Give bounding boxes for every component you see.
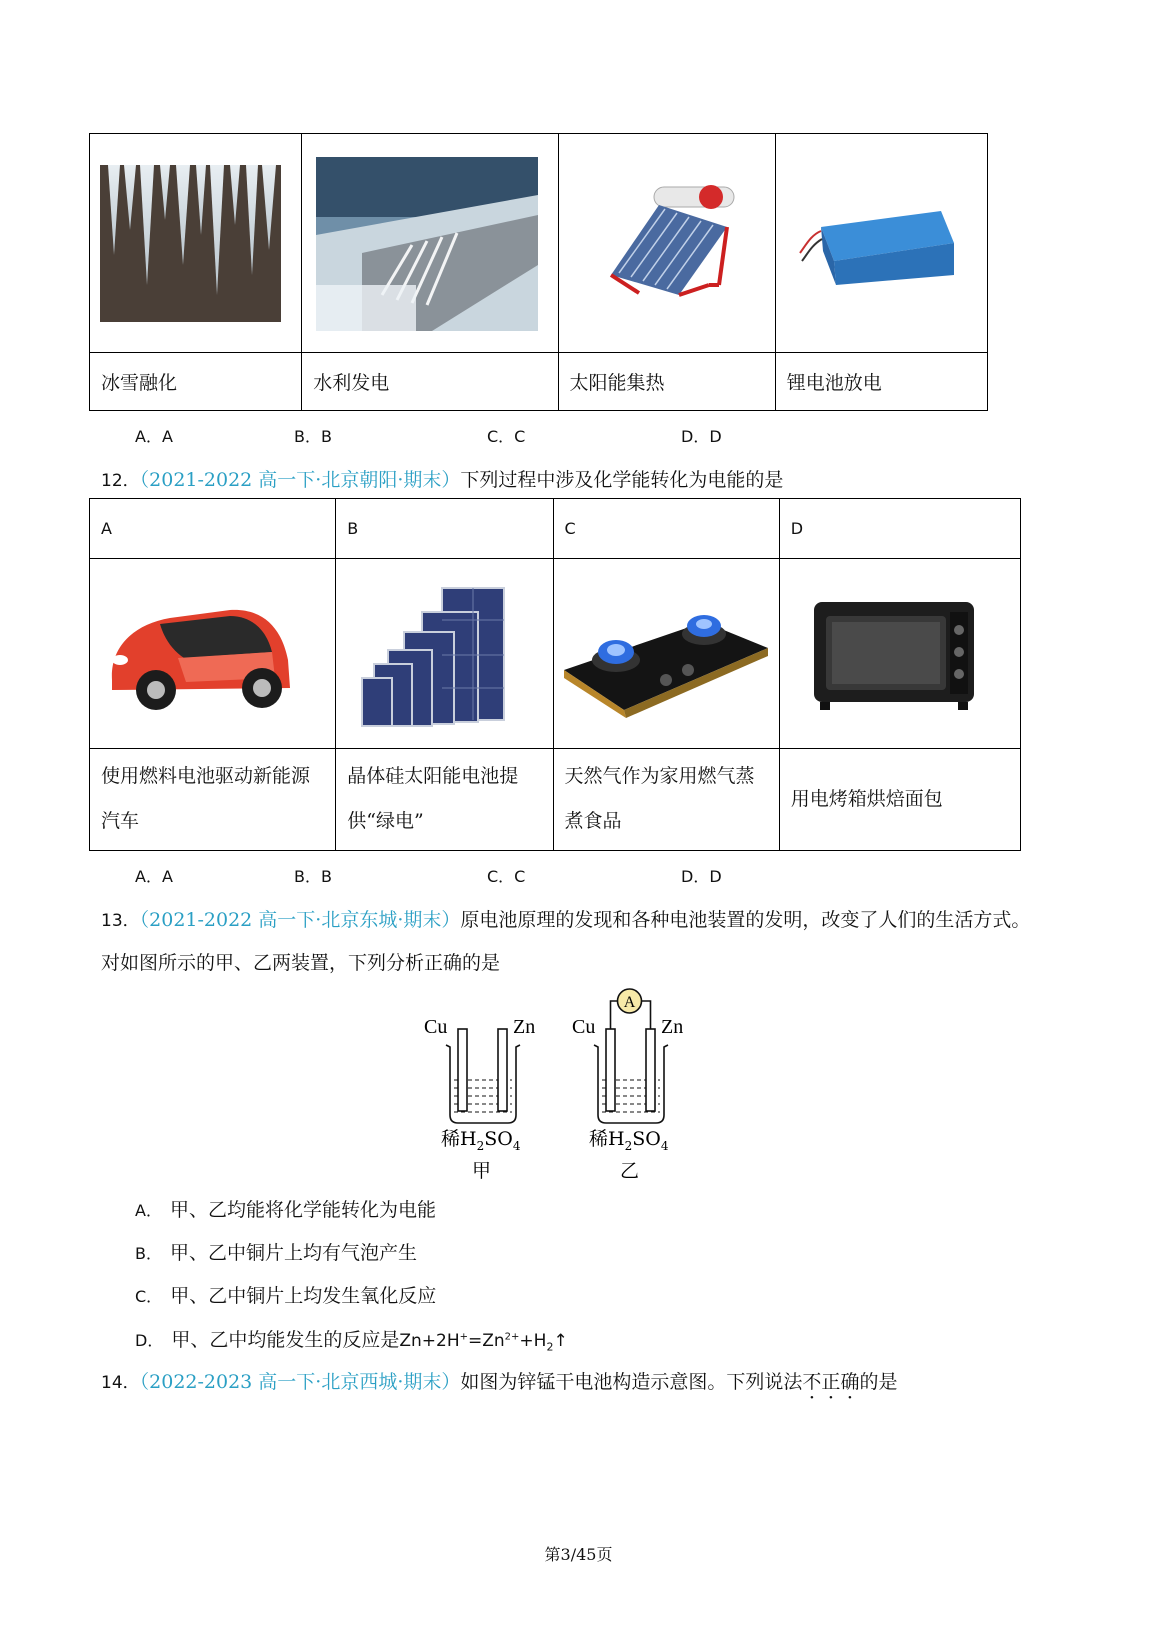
q13-choice-b-label: B． <box>135 1244 162 1263</box>
q13-choice-d-equation: $Zn+2H^+=Zn^{2+}+H_2↑$ <box>399 1331 568 1354</box>
q11-option-b[interactable]: B．B <box>294 427 332 446</box>
q12-table <box>89 498 1021 851</box>
q11-cell-c-image <box>558 134 775 353</box>
q14-emphasis-3: 确 <box>840 1371 860 1393</box>
q11-cell-d-caption: 锂电池放电 <box>775 352 987 410</box>
q11-option-c[interactable]: C．C <box>487 427 526 446</box>
q14-emphasis-2: 正 <box>821 1371 841 1393</box>
q12-cell-c-image <box>553 559 779 749</box>
q12-cell-a-caption-line2: 汽车 <box>101 810 140 833</box>
q13-stem-line1 <box>101 905 1030 932</box>
jia-cu-label: Cu <box>424 1016 448 1038</box>
q14-emphasis-1: 不 <box>802 1371 822 1393</box>
lithium-battery-pack-icon <box>776 135 987 351</box>
q11-cell-a-image <box>90 134 302 353</box>
icicles-photo-icon <box>90 135 301 351</box>
q12-cell-c-caption-line2: 煮食品 <box>564 810 622 833</box>
q12-header-c: C <box>553 499 779 559</box>
q14-number: 14． <box>101 1373 140 1393</box>
gas-stove-icon <box>554 560 779 747</box>
electric-oven-icon <box>780 560 1020 747</box>
q12-cell-d-caption <box>779 748 1020 850</box>
ammeter-label: A <box>623 994 636 1011</box>
q13-choice-c-text: 甲、乙中铜片上均发生氧化反应 <box>170 1285 437 1307</box>
red-electric-car-icon <box>90 560 335 747</box>
q12-header-a: A <box>90 499 336 559</box>
q12-option-d[interactable]: D．D <box>681 867 722 886</box>
q11-cell-d-image <box>775 134 987 353</box>
q13-choice-d-text: 甲、乙中均能发生的反应是 <box>171 1329 400 1351</box>
q13-text-line1: 原电池原理的发现和各种电池装置的发明，改变了人们的生活方式。 <box>460 909 1031 931</box>
solar-panels-icon <box>336 560 552 747</box>
q11-cell-c-caption: 太阳能集热 <box>558 352 775 410</box>
q12-cell-a-caption-line1: 使用燃料电池驱动新能源 <box>101 765 311 788</box>
q11-cell-a-caption: 冰雪融化 <box>90 352 302 410</box>
hydroelectric-dam-photo-icon <box>302 135 557 351</box>
q11-image-table <box>89 133 988 411</box>
q12-cell-d-caption-line1: 用电烤箱烘焙面包 <box>790 787 943 810</box>
q14-text-b: 的是 <box>859 1371 898 1393</box>
q13-choice-c-label: C． <box>135 1287 163 1306</box>
q13-number: 13． <box>101 911 140 931</box>
q12-option-b[interactable]: B．B <box>294 867 332 886</box>
q13-stem-line2: 对如图所示的甲、乙两装置，下列分析正确的是 <box>101 952 501 974</box>
q12-option-c[interactable]: C．C <box>487 867 526 886</box>
q13-choice-c[interactable] <box>135 1281 436 1308</box>
q11-option-d[interactable]: D．D <box>681 427 722 446</box>
q12-cell-b-image <box>336 559 553 749</box>
q13-choice-a[interactable] <box>135 1195 436 1222</box>
q12-cell-a-image <box>90 559 336 749</box>
q11-option-a[interactable]: A．A <box>135 427 173 446</box>
q12-stem <box>101 465 783 492</box>
q11-cell-b-image <box>302 134 558 353</box>
q12-header-d: D <box>779 499 1020 559</box>
q12-cell-a-caption <box>90 748 336 850</box>
device-yi-label: 乙 <box>620 1160 640 1182</box>
q12-option-a[interactable]: A．A <box>135 867 173 886</box>
device-jia-label: 甲 <box>472 1160 492 1182</box>
page-footer: 第3/45页 <box>544 1545 613 1564</box>
q12-header-b: B <box>336 499 553 559</box>
yi-zn-label: Zn <box>661 1016 684 1038</box>
galvanic-cell-diagram <box>410 985 710 1185</box>
q12-source[interactable]: （2021-2022 高一下·北京朝阳·期末） <box>139 469 461 491</box>
q12-cell-b-caption-line2: 供“绿电” <box>347 810 424 833</box>
q12-cell-b-caption <box>336 748 553 850</box>
q12-cell-d-image <box>779 559 1020 749</box>
jia-zn-label: Zn <box>513 1016 536 1038</box>
q14-text-a: 如图为锌锰干电池构造示意图。下列说法 <box>460 1371 803 1393</box>
beaker-yi-icon <box>594 1001 668 1123</box>
solar-water-heater-icon <box>559 135 775 351</box>
q13-choice-d[interactable] <box>135 1325 568 1353</box>
q13-choice-b-text: 甲、乙中铜片上均有气泡产生 <box>169 1242 417 1264</box>
q12-cell-c-caption <box>553 748 779 850</box>
beaker-jia-icon <box>446 1029 520 1123</box>
q14-source[interactable]: （2022-2023 高一下·北京西城·期末） <box>139 1371 461 1393</box>
yi-solution-label: 稀$H_2SO_4$ <box>589 1128 669 1153</box>
yi-cu-label: Cu <box>572 1016 596 1038</box>
jia-solution-label: 稀$H_2SO_4$ <box>441 1128 521 1153</box>
q12-cell-c-caption-line1: 天然气作为家用燃气蒸 <box>564 765 755 788</box>
q13-choice-a-label: A． <box>135 1201 162 1220</box>
q13-source[interactable]: （2021-2022 高一下·北京东城·期末） <box>139 909 461 931</box>
q12-number: 12． <box>101 471 140 491</box>
q12-cell-b-caption-line1: 晶体硅太阳能电池提 <box>347 765 519 788</box>
q13-choice-a-text: 甲、乙均能将化学能转化为电能 <box>169 1199 436 1221</box>
q11-cell-b-caption: 水利发电 <box>302 352 558 410</box>
q13-choice-d-label: D． <box>135 1331 164 1350</box>
q14-stem <box>101 1367 897 1394</box>
q13-choice-b[interactable] <box>135 1238 417 1265</box>
q12-text: 下列过程中涉及化学能转化为电能的是 <box>460 469 784 491</box>
